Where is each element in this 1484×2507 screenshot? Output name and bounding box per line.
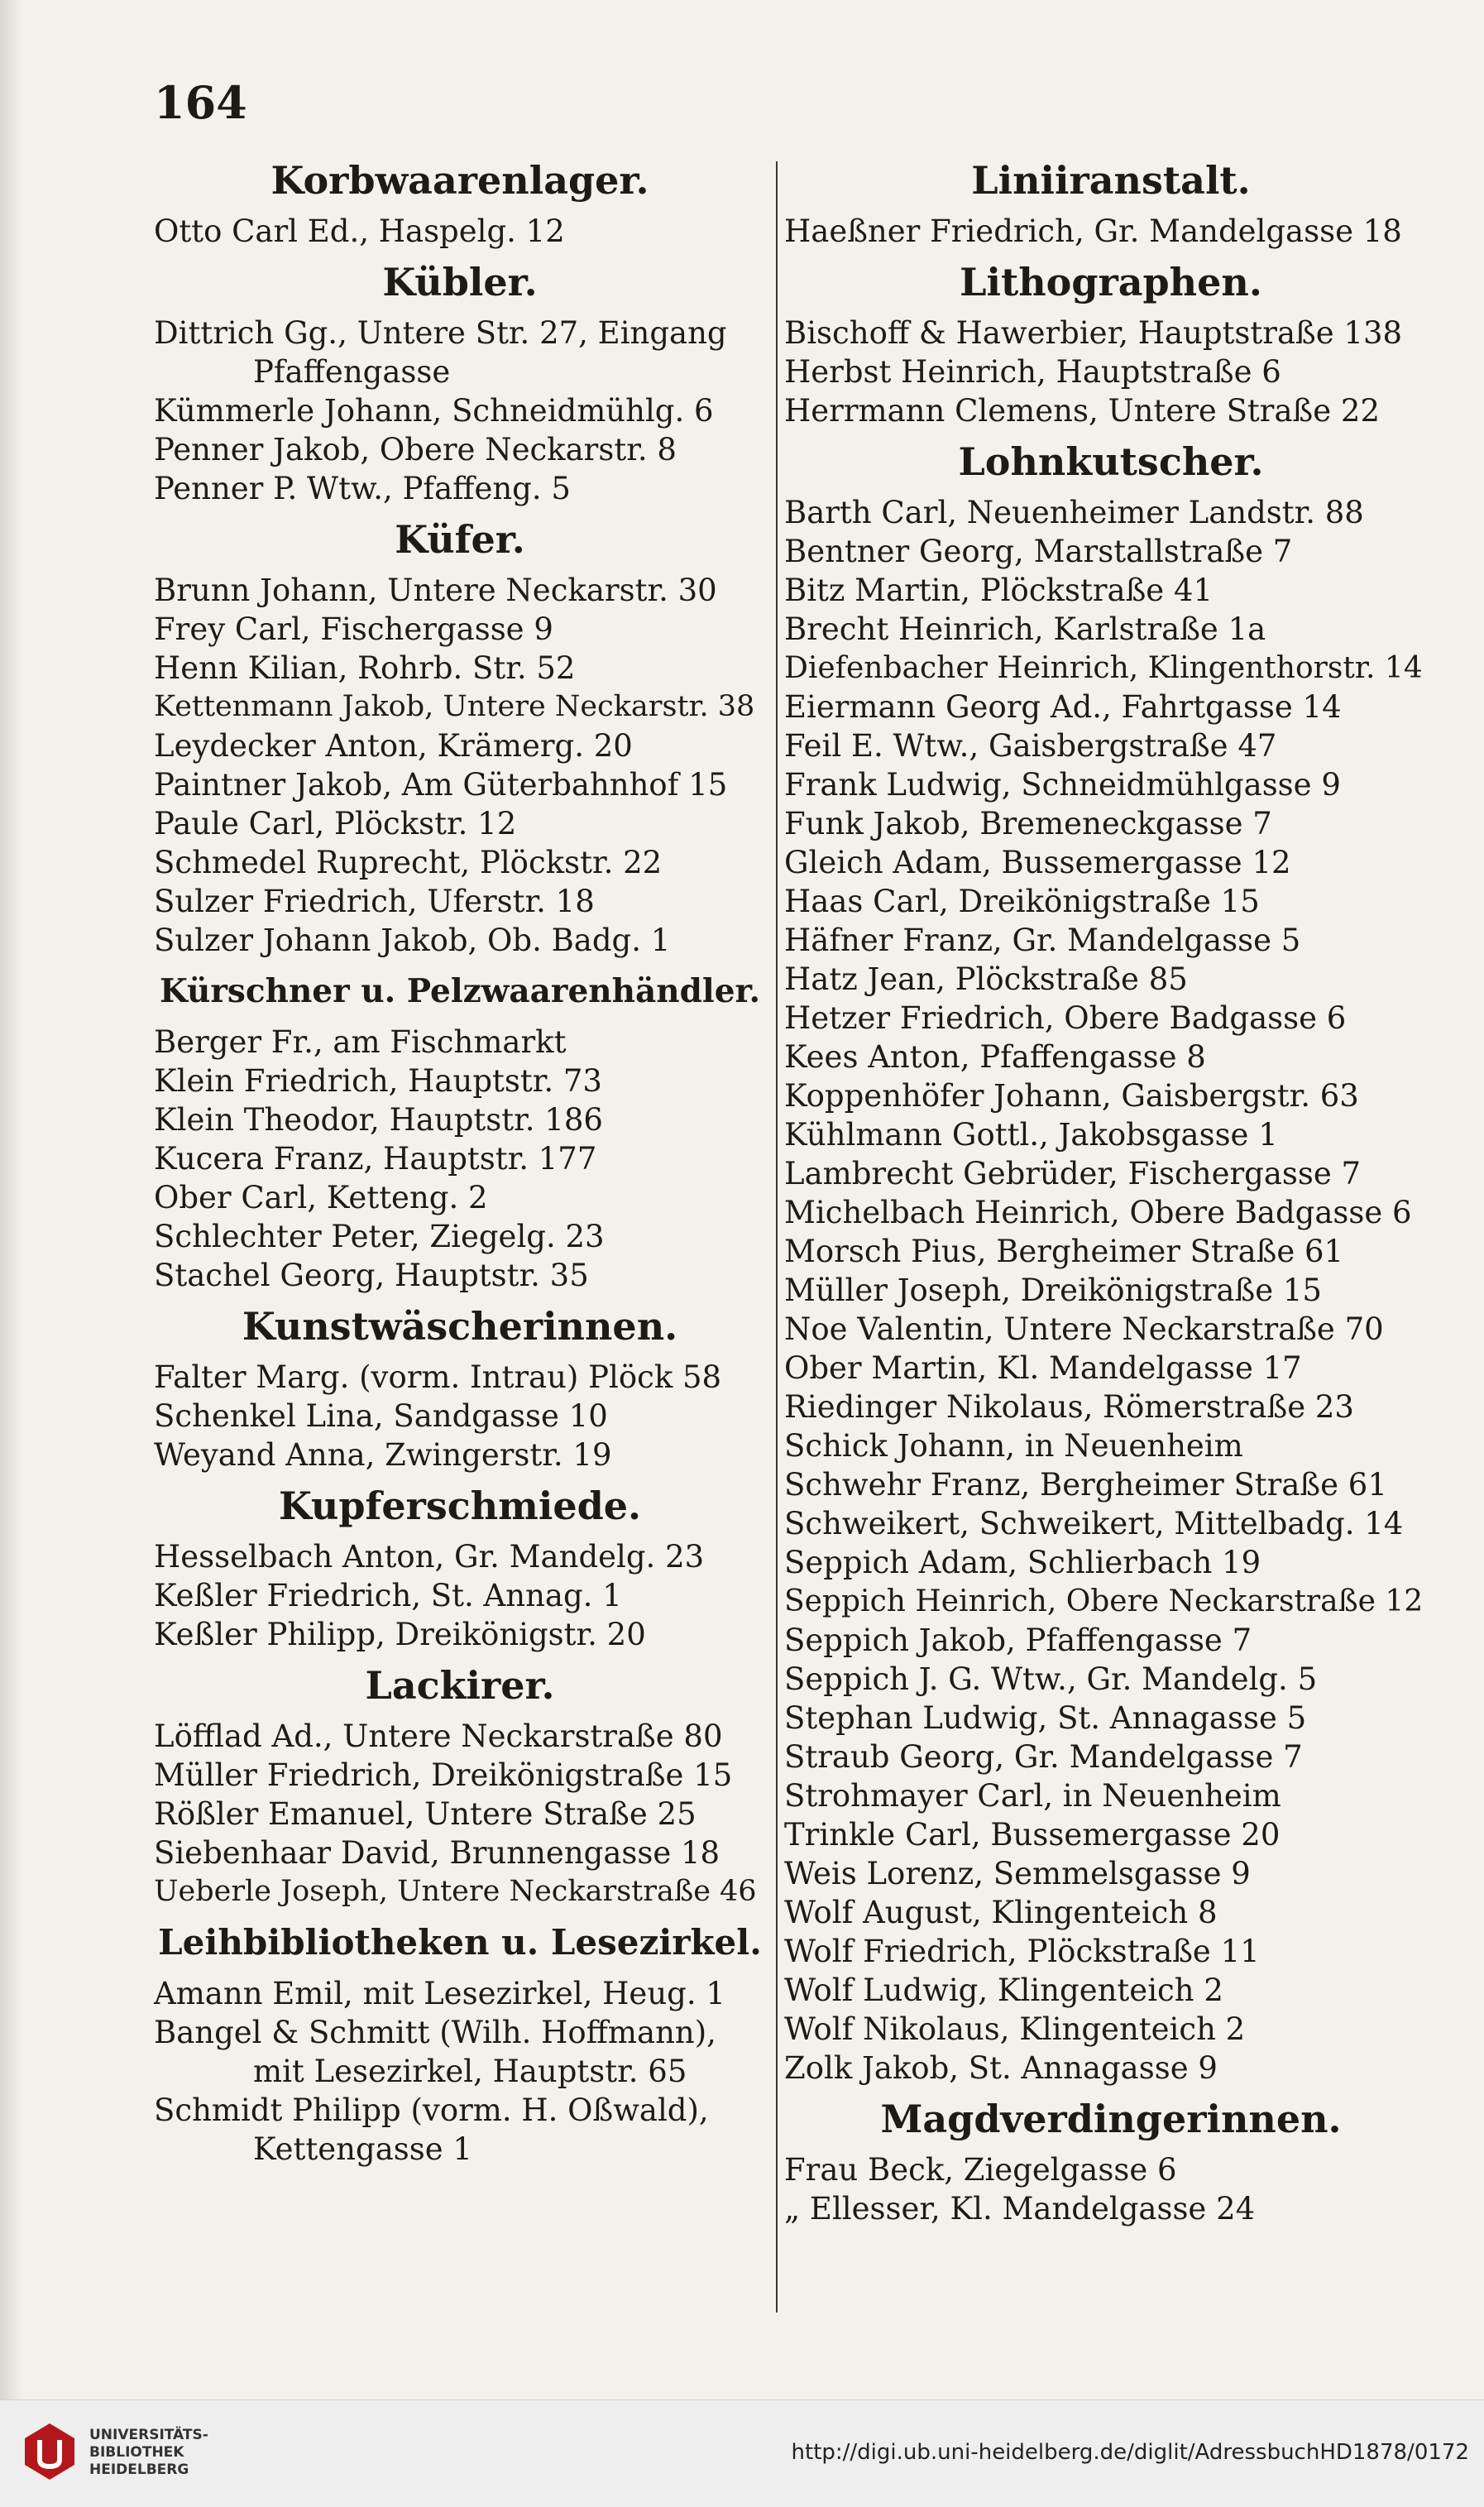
section-heading: Lohnkutscher. [958, 439, 1264, 484]
directory-entry: Hetzer Friedrich, Obere Badgasse 6 [784, 1000, 1347, 1036]
directory-entry: Schmedel Ruprecht, Plöckstr. 22 [154, 845, 663, 880]
directory-entry: Hesselbach Anton, Gr. Mandelg. 23 [154, 1539, 705, 1575]
directory-entry: Otto Carl Ed., Haspelg. 12 [154, 213, 565, 249]
directory-entry: Schmidt Philipp (vorm. H. Oßwald), [154, 2092, 709, 2128]
directory-entry: Frau Beck, Ziegelgasse 6 [784, 2152, 1177, 2188]
directory-entry: Müller Joseph, Dreikönigstraße 15 [784, 1273, 1322, 1308]
directory-entry: Haas Carl, Dreikönigstraße 15 [784, 884, 1260, 919]
directory-entry: Klein Friedrich, Hauptstr. 73 [154, 1063, 602, 1099]
directory-entry: Haeßner Friedrich, Gr. Mandelgasse 18 [784, 213, 1402, 249]
directory-entry: Seppich J. G. Wtw., Gr. Mandelg. 5 [784, 1661, 1318, 1697]
directory-entry: Gleich Adam, Bussemergasse 12 [784, 845, 1291, 880]
directory-entry: Leydecker Anton, Krämerg. 20 [154, 728, 633, 764]
directory-entry: Wolf Ludwig, Klingenteich 2 [784, 1973, 1223, 2008]
directory-entry: Schwehr Franz, Bergheimer Straße 61 [784, 1467, 1387, 1503]
directory-entry: Koppenhöfer Johann, Gaisbergstr. 63 [784, 1078, 1359, 1114]
page-number: 164 [154, 76, 247, 129]
directory-entry: Löfflad Ad., Untere Neckarstraße 80 [154, 1718, 723, 1754]
directory-entry: Dittrich Gg., Untere Str. 27, Eingang [154, 315, 727, 351]
directory-entry: Keßler Friedrich, St. Annag. 1 [154, 1578, 622, 1613]
directory-entry: Sulzer Friedrich, Uferstr. 18 [154, 884, 595, 919]
directory-entry-continuation: mit Lesezirkel, Hauptstr. 65 [253, 2054, 687, 2089]
directory-entry: Falter Marg. (vorm. Intrau) Plöck 58 [154, 1359, 722, 1395]
directory-entry: Diefenbacher Heinrich, Klingenthorstr. 14 [784, 651, 1423, 685]
directory-entry: Seppich Adam, Schlierbach 19 [784, 1545, 1261, 1580]
directory-entry: Lambrecht Gebrüder, Fischergasse 7 [784, 1156, 1362, 1191]
directory-entry: Keßler Philipp, Dreikönigstr. 20 [154, 1617, 646, 1652]
directory-entry: Trinkle Carl, Bussemergasse 20 [784, 1817, 1281, 1853]
section-heading: Leihbibliotheken u. Lesezirkel. [158, 1922, 762, 1963]
directory-entry: „ Ellesser, Kl. Mandelgasse 24 [784, 2191, 1256, 2227]
directory-entry: Schlechter Peter, Ziegelg. 23 [154, 1219, 605, 1254]
directory-entry: Strohmayer Carl, in Neuenheim [784, 1778, 1281, 1814]
directory-entry: Morsch Pius, Bergheimer Straße 61 [784, 1234, 1344, 1269]
directory-entry: Stachel Georg, Hauptstr. 35 [154, 1258, 589, 1293]
directory-entry: Kettenmann Jakob, Untere Neckarstr. 38 [154, 690, 755, 723]
directory-entry: Riedinger Nikolaus, Römerstraße 23 [784, 1389, 1354, 1425]
section-heading: Lithographen. [960, 260, 1262, 304]
directory-entry: Kees Anton, Pfaffengasse 8 [784, 1039, 1206, 1075]
directory-entry: Berger Fr., am Fischmarkt [154, 1024, 567, 1060]
directory-entry: Frank Ludwig, Schneidmühlgasse 9 [784, 767, 1341, 803]
directory-entry: Barth Carl, Neuenheimer Landstr. 88 [784, 495, 1364, 530]
directory-entry: Amann Emil, mit Lesezirkel, Heug. 1 [154, 1976, 725, 2011]
directory-entry: Henn Kilian, Rohrb. Str. 52 [154, 650, 576, 686]
directory-entry: Noe Valentin, Untere Neckarstraße 70 [784, 1311, 1384, 1347]
directory-entry: Wolf Friedrich, Plöckstraße 11 [784, 1934, 1260, 1969]
directory-entry: Paintner Jakob, Am Güterbahnhof 15 [154, 767, 728, 803]
directory-entry: Schenkel Lina, Sandgasse 10 [154, 1398, 608, 1434]
left-column [154, 149, 766, 2169]
directory-entry: Kühlmann Gottl., Jakobsgasse 1 [784, 1117, 1278, 1153]
section-heading: Liniiranstalt. [971, 158, 1251, 203]
directory-entry: Bitz Martin, Plöckstraße 41 [784, 573, 1214, 608]
directory-entry: Brunn Johann, Untere Neckarstr. 30 [154, 573, 717, 608]
directory-entry: Rößler Emanuel, Untere Straße 25 [154, 1796, 697, 1832]
source-url-link[interactable]: http://digi.ub.uni-heidelberg.de/diglit/AdressbuchHD1878/0172 [791, 2440, 1469, 2465]
directory-entry: Penner P. Wtw., Pfaffeng. 5 [154, 471, 571, 506]
directory-entry: Michelbach Heinrich, Obere Badgasse 6 [784, 1195, 1412, 1230]
directory-entry: Schweikert, Schweikert, Mittelbadg. 14 [784, 1506, 1404, 1541]
section-heading: Magdverdingerinnen. [880, 2097, 1342, 2141]
directory-entry: Weis Lorenz, Semmelsgasse 9 [784, 1856, 1251, 1891]
directory-entry: Ober Martin, Kl. Mandelgasse 17 [784, 1350, 1302, 1386]
directory-entry-continuation: Kettengasse 1 [253, 2131, 472, 2167]
directory-entry: Stephan Ludwig, St. Annagasse 5 [784, 1700, 1307, 1736]
directory-entry: Schick Johann, in Neuenheim [784, 1428, 1243, 1464]
directory-entry: Müller Friedrich, Dreikönigstraße 15 [154, 1757, 733, 1793]
directory-entry: Siebenhaar David, Brunnengasse 18 [154, 1835, 720, 1871]
scan-edge [0, 0, 23, 2399]
directory-entry: Seppich Jakob, Pfaffengasse 7 [784, 1623, 1252, 1658]
directory-entry: Wolf August, Klingenteich 8 [784, 1895, 1218, 1930]
section-heading: Lackirer. [365, 1663, 555, 1708]
directory-entry: Herrmann Clemens, Untere Straße 22 [784, 393, 1381, 429]
directory-entry: Kucera Franz, Hauptstr. 177 [154, 1141, 597, 1177]
section-heading: Kunstwäscherinnen. [242, 1304, 678, 1349]
directory-entry: Ober Carl, Ketteng. 2 [154, 1180, 488, 1215]
section-heading: Korbwaarenlager. [270, 158, 649, 203]
section-heading: Kürschner u. Pelzwaarenhändler. [159, 972, 761, 1010]
directory-entry: Hatz Jean, Plöckstraße 85 [784, 961, 1188, 997]
directory-entry: Frey Carl, Fischergasse 9 [154, 611, 553, 647]
column-divider [776, 161, 778, 2313]
directory-entry: Bangel & Schmitt (Wilh. Hoffmann), [154, 2015, 716, 2050]
section-heading: Kupferschmiede. [278, 1484, 642, 1528]
directory-entry: Eiermann Georg Ad., Fahrtgasse 14 [784, 689, 1342, 725]
directory-entry: Paule Carl, Plöckstr. 12 [154, 806, 517, 841]
directory-entry: Herbst Heinrich, Hauptstraße 6 [784, 354, 1281, 390]
directory-entry: Funk Jakob, Bremeneckgasse 7 [784, 806, 1272, 841]
library-name: UNIVERSITÄTS- BIBLIOTHEK HEIDELBERG [89, 2427, 208, 2478]
right-column [784, 149, 1438, 2228]
directory-entry: Feil E. Wtw., Gaisbergstraße 47 [784, 728, 1277, 764]
directory-entry: Straub Georg, Gr. Mandelgasse 7 [784, 1739, 1303, 1775]
section-heading: Küfer. [395, 517, 525, 562]
directory-entry: Sulzer Johann Jakob, Ob. Badg. 1 [154, 923, 671, 958]
directory-entry: Kümmerle Johann, Schneidmühlg. 6 [154, 393, 714, 429]
ub-heidelberg-logo-icon [17, 2418, 83, 2485]
directory-entry-continuation: Pfaffengasse [253, 354, 451, 390]
directory-entry: Zolk Jakob, St. Annagasse 9 [784, 2050, 1218, 2086]
directory-entry: Bischoff & Hawerbier, Hauptstraße 138 [784, 315, 1403, 351]
directory-entry: Klein Theodor, Hauptstr. 186 [154, 1102, 603, 1138]
directory-entry: Brecht Heinrich, Karlstraße 1a [784, 611, 1266, 647]
section-heading: Kübler. [382, 260, 538, 304]
directory-entry: Ueberle Joseph, Untere Neckarstraße 46 [154, 1875, 757, 1908]
directory-entry: Wolf Nikolaus, Klingenteich 2 [784, 2011, 1246, 2047]
directory-entry: Penner Jakob, Obere Neckarstr. 8 [154, 432, 677, 467]
directory-entry: Weyand Anna, Zwingerstr. 19 [154, 1437, 612, 1473]
directory-entry: Bentner Georg, Marstallstraße 7 [784, 534, 1293, 569]
footer-bar [0, 2399, 1484, 2507]
directory-entry: Häfner Franz, Gr. Mandelgasse 5 [784, 923, 1301, 958]
directory-entry: Seppich Heinrich, Obere Neckarstraße 12 [784, 1584, 1424, 1618]
